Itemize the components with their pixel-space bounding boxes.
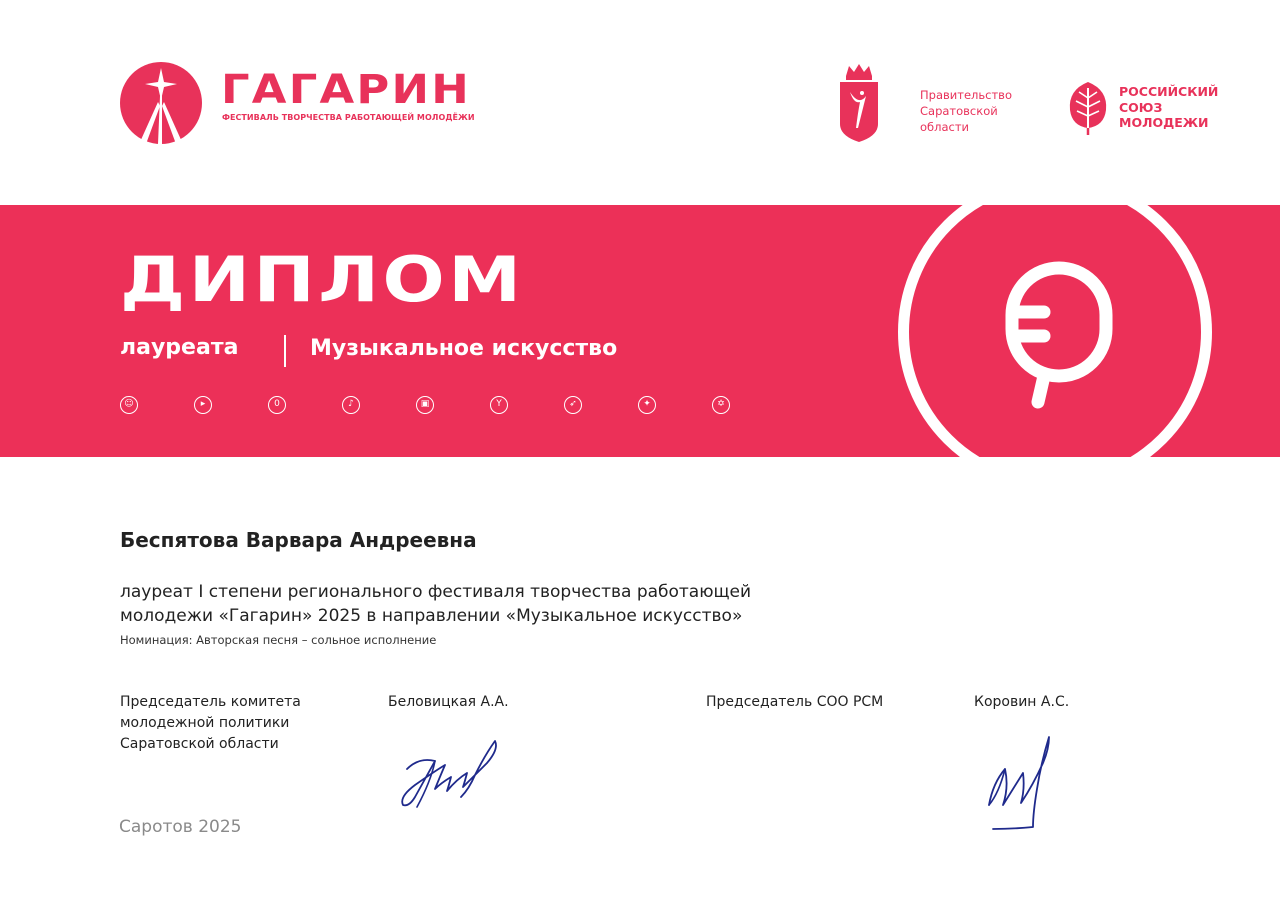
rsm-line: МОЛОДЕЖИ — [1119, 115, 1209, 130]
description-line: молодежи «Гагарин» 2025 в направлении «Музыкальное искусство» — [120, 606, 743, 626]
gagarin-festival-logo — [120, 62, 500, 146]
sparkle-icon: ✦ — [638, 396, 656, 414]
gagarin-wordmark: ГАГАРИН — [221, 67, 471, 113]
rsm-name — [1119, 84, 1218, 131]
note-icon: ♪ — [342, 396, 360, 414]
diploma-banner — [0, 205, 1280, 457]
government-line: Саратовской — [920, 104, 998, 118]
theatre-mask-icon: ☺ — [120, 396, 138, 414]
film-icon: ▣ — [416, 396, 434, 414]
laureate-label: лауреата — [120, 335, 239, 360]
signatory-title-line: Председатель СОО РСМ — [706, 694, 884, 710]
star-of-david-icon: ✡ — [712, 396, 730, 414]
description-line: лауреат I степени регионального фестиваля творчества работающей — [120, 582, 752, 602]
signatory-title-line: молодежной политики — [120, 715, 290, 731]
signatory-1-title — [120, 692, 301, 755]
signatory-2-name: Коровин А.С. — [974, 694, 1070, 710]
city-year: Саротов 2025 — [119, 817, 242, 837]
signature-2 — [983, 733, 1063, 833]
signatory-1-name: Беловицкая А.А. — [388, 694, 509, 710]
gagarin-tagline: ФЕСТИВАЛЬ ТВОРЧЕСТВА РАБОТАЮЩЕЙ МОЛОДЁЖИ — [222, 113, 475, 122]
saratov-government-logo — [838, 62, 1038, 146]
signatory-2-title — [706, 692, 883, 713]
signatory-title-line: Саратовской области — [120, 736, 279, 752]
diploma-title: ДИПЛОМ — [120, 243, 525, 316]
government-line: Правительство — [920, 88, 1012, 102]
government-name — [920, 87, 1012, 135]
subtitle-divider — [284, 335, 286, 367]
leaf-icon — [1066, 80, 1110, 136]
government-line: области — [920, 120, 970, 134]
nomination-text: Номинация: Авторская песня – сольное исполнение — [120, 633, 437, 647]
microphone-icon — [1004, 260, 1114, 410]
saratov-coat-of-arms-icon — [838, 62, 880, 144]
signatory-title-line: Председатель комитета — [120, 694, 301, 710]
category-icon-row — [120, 396, 760, 416]
award-description — [120, 580, 840, 628]
arrow-icon: ▸ — [194, 396, 212, 414]
recipient-name: Беспятова Варвара Андреевна — [120, 528, 477, 552]
rsm-logo — [1066, 80, 1236, 140]
rocket-icon: ➶ — [564, 396, 582, 414]
star-rocket-icon — [120, 62, 202, 144]
microphone-small-icon: 0 — [268, 396, 286, 414]
fork-icon: Y — [490, 396, 508, 414]
rsm-line: РОССИЙСКИЙ — [1119, 84, 1219, 99]
rsm-line: СОЮЗ — [1119, 99, 1163, 115]
signature-1 — [395, 735, 505, 815]
category-label: Музыкальное искусство — [310, 336, 618, 361]
